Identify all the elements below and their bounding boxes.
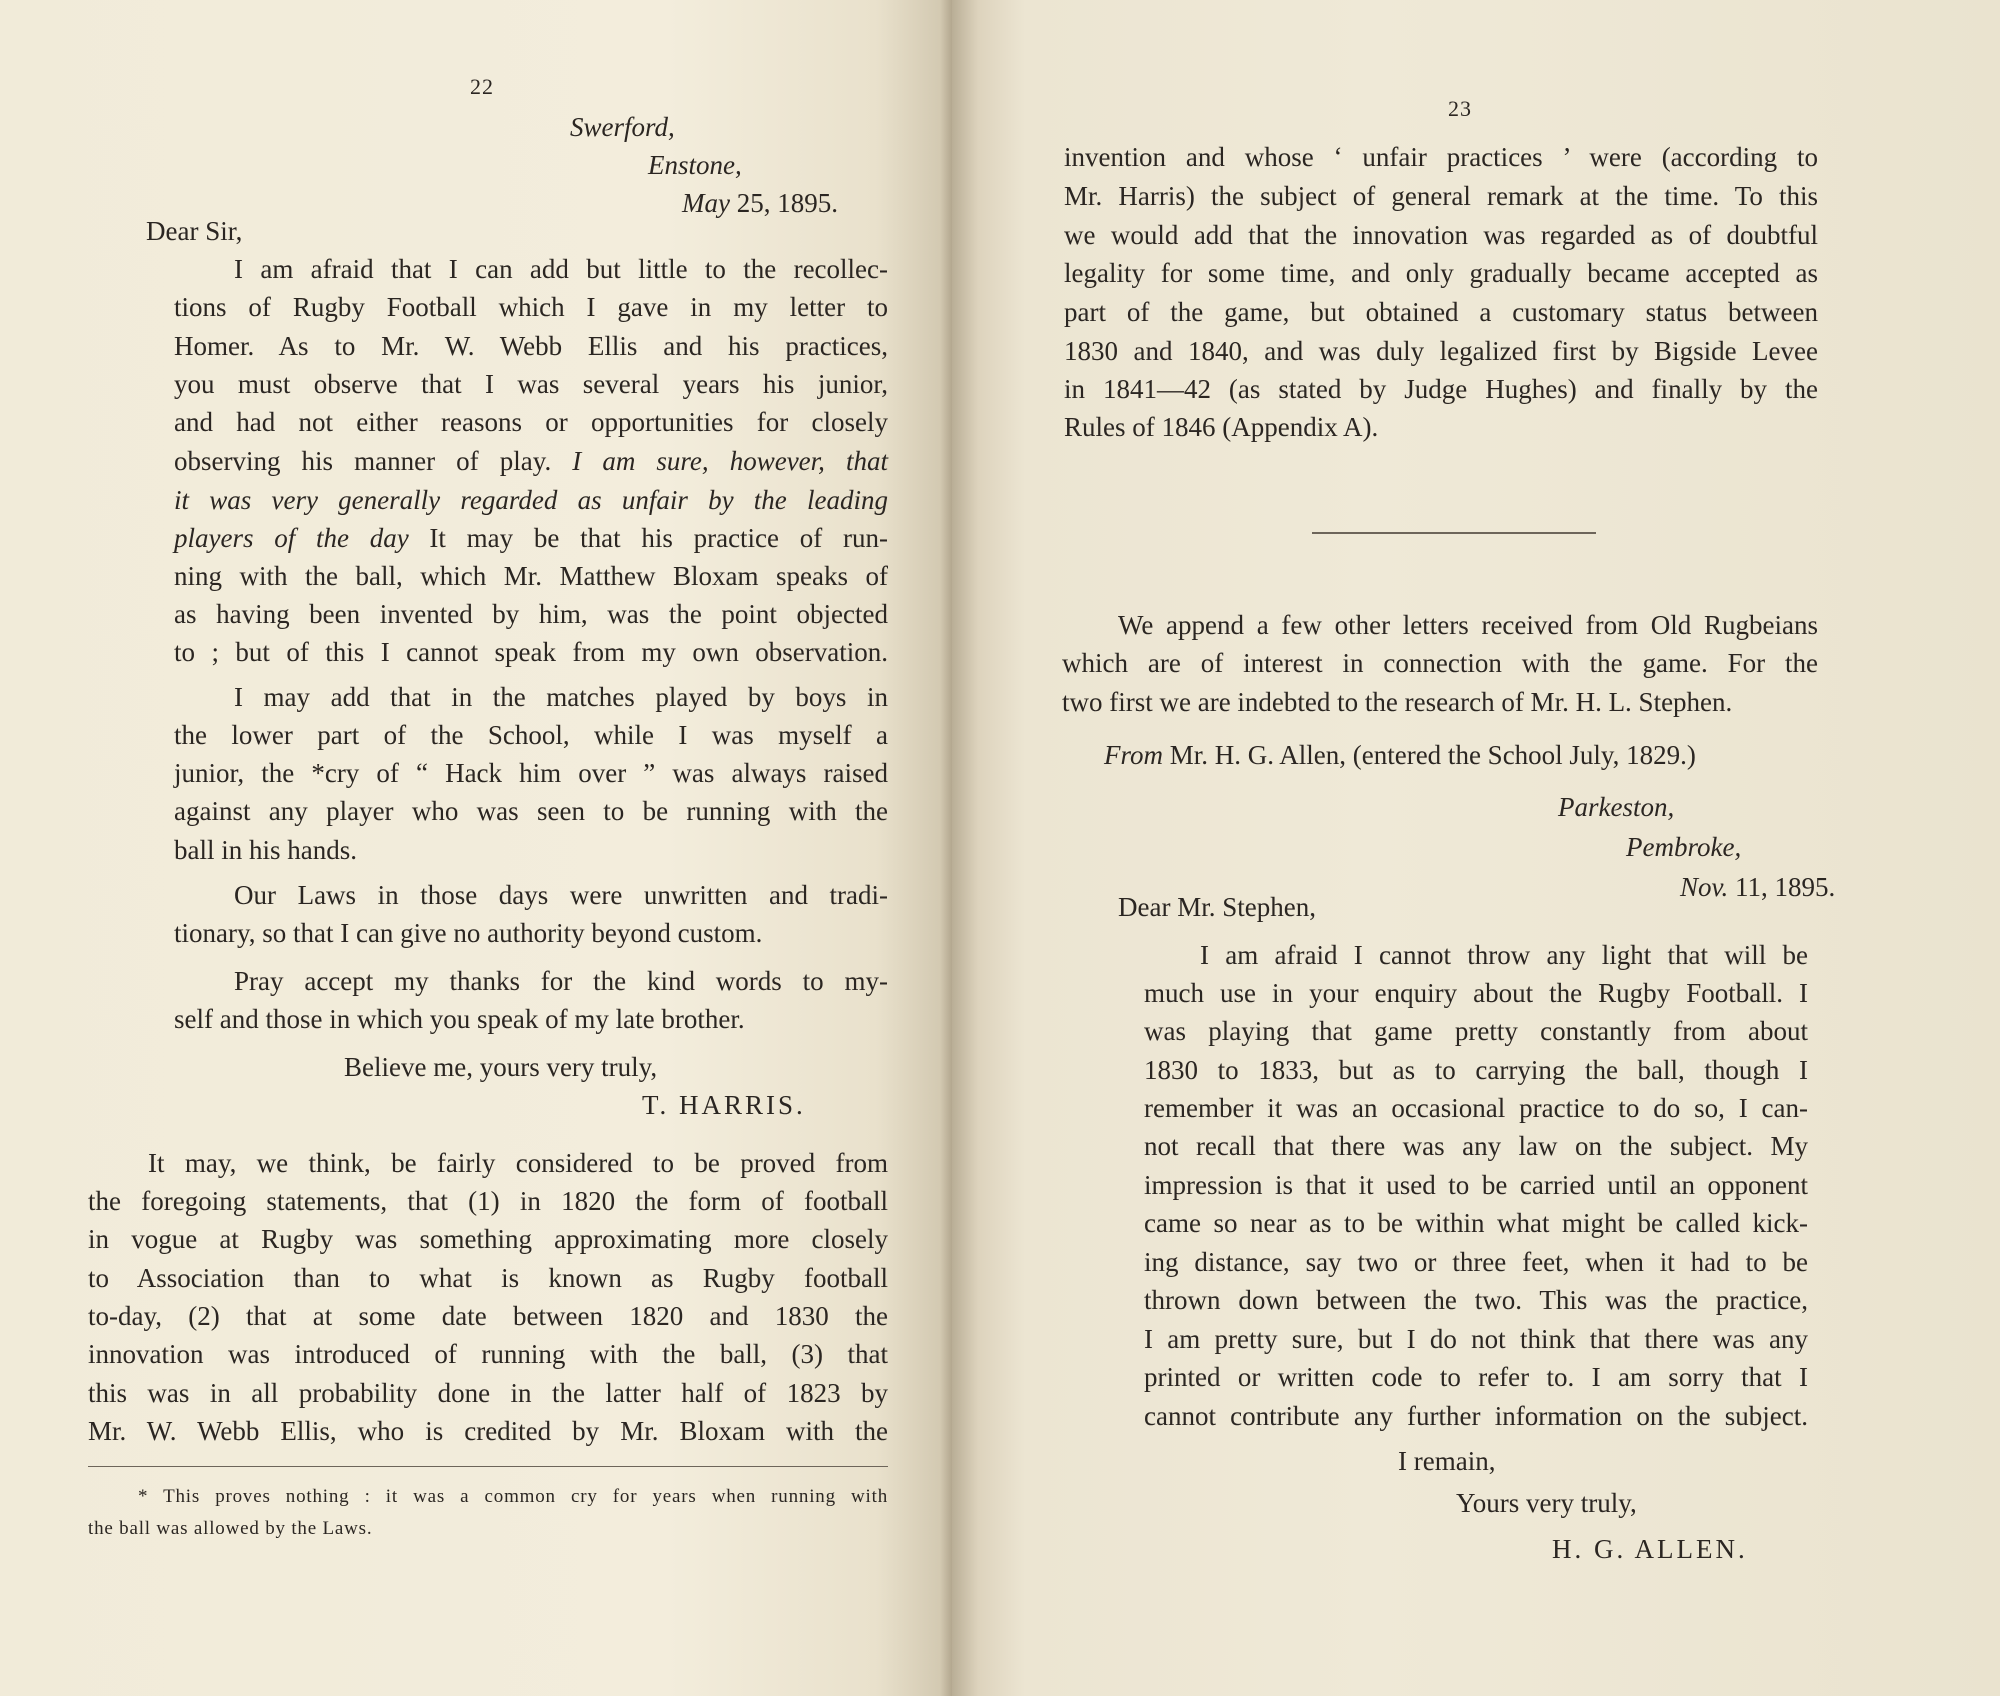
body-line: ball in his hands. [174,835,357,865]
date-month: Nov. [1680,872,1729,902]
body-line: we would add that the innovation was regarded as of doubtful [1064,220,1818,250]
address-line: Swerford, [570,112,675,142]
body-line: to-day, (2) that at some date between 1820 and 1830 the [88,1301,888,1331]
letter-line: thrown down between the two. This was the practice, [1144,1285,1808,1315]
date-day-year: 25, 1895. [729,188,838,218]
body-line: junior, the *cry of “ Hack him over ” was always raised [174,758,888,788]
footnote-line: the ball was allowed by the Laws. [88,1518,373,1539]
italic-text: I am sure, however, that [572,446,888,476]
body-line: Mr. Harris) the subject of general remark at the time. To this [1064,181,1818,211]
body-line: to ; but of this I cannot speak from my own observation. [174,637,888,667]
footnote-rule [88,1466,888,1467]
body-text: It may be that his practice of run- [408,523,888,553]
closing: Yours very truly, [1456,1488,1637,1518]
body-line: this was in all probability done in the latter half of 1823 by [88,1378,888,1408]
page-number: 22 [470,74,494,99]
body-line: part of the game, but obtained a customary status between [1064,297,1818,327]
signature: T. HARRIS. [642,1090,806,1120]
letter-line: came so near as to be within what might be called kick- [1144,1208,1808,1238]
letter-line: cannot contribute any further information on the subject. [1144,1401,1808,1431]
body-line: Mr. W. Webb Ellis, who is credited by Mr. Bloxam with the [88,1416,888,1446]
letter-line: much use in your enquiry about the Rugby Football. I [1144,978,1808,1008]
body-text: observing his manner of play. [174,446,573,476]
body-line: which are of interest in connection with the game. For the [1062,648,1818,678]
body-line: against any player who was seen to be running with the [174,796,888,826]
body-line: and had not either reasons or opportunities for closely [174,407,888,437]
right-page [952,0,2000,1696]
letter-line: was playing that game pretty constantly from about [1144,1016,1808,1046]
closing: Believe me, yours very truly, [344,1052,658,1082]
address-line: Pembroke, [1626,832,1742,862]
address-line: Parkeston, [1558,792,1675,822]
body-line: tions of Rugby Football which I gave in my letter to [174,292,888,322]
letter-heading [1104,740,1696,771]
page-number: 23 [1448,96,1472,121]
body-line: in vogue at Rugby was something approximating more closely [88,1224,888,1254]
closing: I remain, [1398,1446,1496,1476]
left-page [0,0,952,1696]
body-line: Our Laws in those days were unwritten and tradi- [234,880,888,910]
body-line: Rules of 1846 (Appendix A). [1064,412,1379,442]
body-line: Pray accept my thanks for the kind words to my- [234,966,888,996]
letter-line: impression is that it used to be carried until an opponent [1144,1170,1808,1200]
letter-line: ing distance, say two or three feet, when it had to be [1144,1247,1808,1277]
body-line [174,446,888,477]
body-line: It may, we think, be fairly considered to be proved from [148,1148,888,1178]
letter-line: printed or written code to refer to. I am sorry that I [1144,1362,1808,1392]
body-line [174,523,888,554]
body-line: I am afraid that I can add but little to the recollec- [234,254,888,284]
body-line: the foregoing statements, that (1) in 1820 the form of football [88,1186,888,1216]
from-label: From [1104,740,1163,770]
signature: H. G. ALLEN. [1552,1534,1748,1564]
from-detail: Mr. H. G. Allen, (entered the School July, 1829.) [1163,740,1696,770]
body-line: 1830 and 1840, and was duly legalized first by Bigside Levee [1064,336,1818,366]
body-line: to Association than to what is known as Rugby football [88,1263,888,1293]
letter-line: not recall that there was any law on the subject. My [1144,1131,1808,1161]
letter-date [682,188,838,219]
body-line: We append a few other letters received from Old Rugbeians [1118,610,1818,640]
letter-line: remember it was an occasional practice to do so, I can- [1144,1093,1808,1123]
body-line: legality for some time, and only gradually became accepted as [1064,258,1818,288]
letter-line: I am pretty sure, but I do not think that there was any [1144,1324,1808,1354]
body-line: ning with the ball, which Mr. Matthew Bloxam speaks of [174,561,888,591]
letter-date [1680,872,1835,903]
date-month: May [682,188,730,218]
body-line: innovation was introduced of running with the ball, (3) that [88,1339,888,1369]
date-day-year: 11, 1895. [1728,872,1836,902]
body-line: Homer. As to Mr. W. Webb Ellis and his practices, [174,331,888,361]
body-line: in 1841—42 (as stated by Judge Hughes) and finally by the [1064,374,1818,404]
body-line: I may add that in the matches played by boys in [234,682,888,712]
letter-line: I am afraid I cannot throw any light that will be [1200,940,1808,970]
italic-line: it was very generally regarded as unfair by the leading [174,485,888,515]
salutation: Dear Sir, [146,216,243,246]
salutation: Dear Mr. Stephen, [1118,892,1316,922]
body-line: you must observe that I was several years his junior, [174,369,888,399]
body-line: self and those in which you speak of my late brother. [174,1004,745,1034]
body-line: two first we are indebted to the research of Mr. H. L. Stephen. [1062,687,1733,717]
italic-text: players of the day [174,523,409,553]
body-line: invention and whose ‘ unfair practices ’ were (according to [1064,142,1818,172]
body-line: the lower part of the School, while I was myself a [174,720,888,750]
body-line: as having been invented by him, was the point objected [174,599,888,629]
address-line: Enstone, [648,150,742,180]
section-divider [1312,532,1596,534]
letter-line: 1830 to 1833, but as to carrying the ball, though I [1144,1055,1808,1085]
body-line: tionary, so that I can give no authority beyond custom. [174,918,763,948]
footnote-line: * This proves nothing : it was a common cry for years when running with [138,1486,888,1507]
